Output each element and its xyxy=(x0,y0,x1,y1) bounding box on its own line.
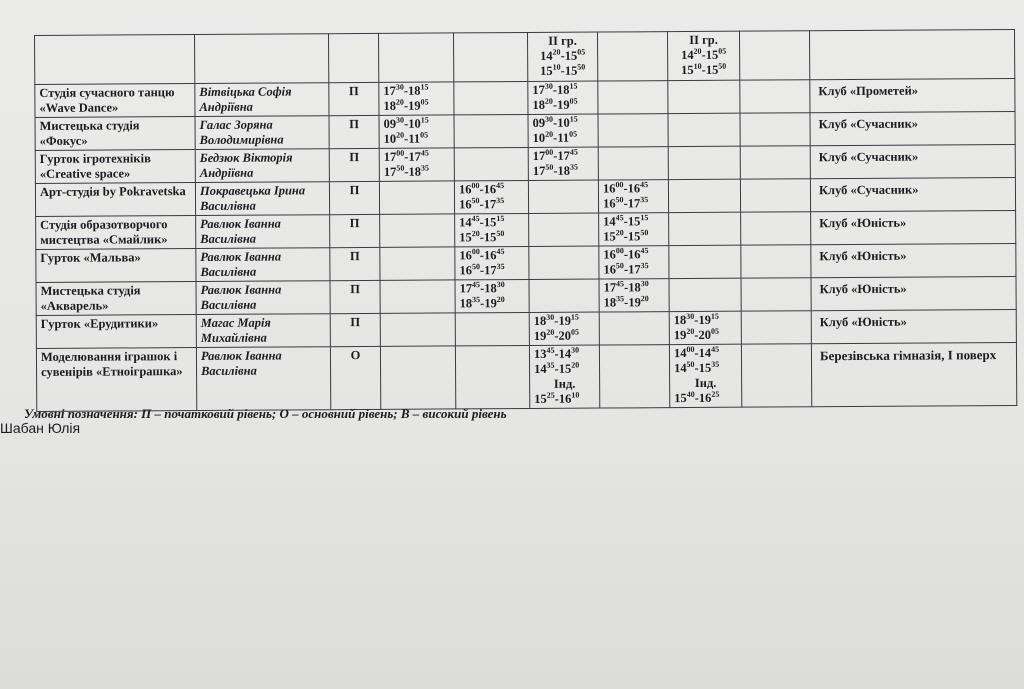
time-slot: $18^{35}-19^{20}$ xyxy=(459,294,505,311)
time-cell xyxy=(380,346,455,409)
header-cell xyxy=(597,32,667,81)
time-cell xyxy=(668,113,740,146)
teacher-name: Равлюк Іванна Василівна xyxy=(196,347,330,411)
group-label: II гр. xyxy=(548,33,577,48)
individual-label: Інд. xyxy=(694,375,717,390)
time-cell xyxy=(740,80,810,113)
time-slot: $15^{25}-16^{10}$ xyxy=(534,390,580,406)
time-cell xyxy=(669,311,741,344)
individual-label: Інд. xyxy=(553,376,576,391)
time-cell xyxy=(379,115,454,148)
time-slot: $16^{50}-17^{35}$ xyxy=(459,261,505,278)
time-cell xyxy=(528,147,598,180)
time-cell xyxy=(668,146,740,179)
time-slot: $17^{45}-18^{30}$ xyxy=(459,279,505,296)
club-name: Гурток ігротехніків «Creative space» xyxy=(35,150,195,184)
time-cell xyxy=(454,147,528,180)
header-cell xyxy=(667,31,739,80)
time-slot: $17^{45}-18^{30}$ xyxy=(603,279,649,295)
time-cell xyxy=(529,213,599,246)
time-cell xyxy=(740,146,810,179)
location-cell: Клуб «Сучасник» xyxy=(810,145,1015,179)
group-label: II гр. xyxy=(689,32,718,47)
club-name: Моделювання іграшок і сувенірів «Етноіграшка» xyxy=(36,348,196,412)
time-cell xyxy=(380,214,455,247)
club-name: Гурток «Мальва» xyxy=(36,249,196,283)
time-cell xyxy=(669,212,741,245)
time-slot: $19^{20}-20^{05}$ xyxy=(533,327,580,343)
level-cell: П xyxy=(329,181,379,214)
time-cell xyxy=(741,344,811,407)
group-time: $14^{20}-15^{05}$ xyxy=(540,47,586,63)
time-cell xyxy=(740,179,810,212)
time-slot: $15^{40}-16^{25}$ xyxy=(674,389,720,406)
level-cell: П xyxy=(330,313,380,346)
time-cell xyxy=(598,147,668,180)
teacher-name: Равлюк Іванна Василівна xyxy=(196,281,330,315)
group-time: $14^{20}-15^{05}$ xyxy=(680,46,727,63)
header-cell xyxy=(328,33,378,82)
group-time: $15^{10}-15^{50}$ xyxy=(681,61,727,78)
time-cell xyxy=(669,245,741,278)
time-slot: $17^{50}-18^{35}$ xyxy=(532,162,579,178)
header-cell xyxy=(195,34,329,84)
time-slot: $17^{00}-17^{45}$ xyxy=(383,148,429,164)
time-cell xyxy=(668,80,740,113)
club-name: Мистецька студія «Фокус» xyxy=(35,117,195,151)
time-slot: $14^{50}-15^{35}$ xyxy=(674,359,720,376)
time-slot: $17^{50}-18^{35}$ xyxy=(383,163,430,179)
schedule-table xyxy=(34,29,1017,412)
time-cell xyxy=(599,213,669,246)
level-cell: П xyxy=(330,214,380,247)
time-cell xyxy=(528,81,598,114)
location-cell: Клуб «Сучасник» xyxy=(810,178,1015,212)
time-slot: $18^{20}-19^{05}$ xyxy=(383,97,429,113)
time-cell xyxy=(529,312,599,345)
header-cell xyxy=(527,32,597,81)
time-cell xyxy=(741,245,811,278)
time-slot: $17^{00}-17^{45}$ xyxy=(532,147,578,163)
time-cell xyxy=(528,180,598,213)
time-cell xyxy=(455,345,529,408)
time-slot: $09^{30}-10^{15}$ xyxy=(532,114,578,130)
location-cell: Клуб «Сучасник» xyxy=(810,112,1015,146)
time-cell xyxy=(740,113,810,146)
time-slot: $19^{20}-20^{05}$ xyxy=(673,326,720,343)
location-cell: Клуб «Юність» xyxy=(811,277,1016,311)
time-cell xyxy=(455,213,529,246)
time-cell xyxy=(528,114,598,147)
time-cell xyxy=(455,279,529,312)
time-cell xyxy=(598,81,668,114)
time-slot: $18^{35}-19^{20}$ xyxy=(603,294,649,310)
level-cell: П xyxy=(329,115,379,148)
time-slot: $16^{50}-17^{35}$ xyxy=(602,195,649,211)
level-cell: П xyxy=(329,148,379,181)
time-cell xyxy=(380,313,455,346)
location-cell: Клуб «Юність» xyxy=(811,211,1016,245)
time-slot: $16^{00}-16^{45}$ xyxy=(459,246,505,263)
time-slot: $16^{50}-17^{35}$ xyxy=(459,195,505,212)
time-cell xyxy=(599,312,669,345)
time-cell xyxy=(454,180,528,213)
time-slot: $18^{30}-19^{15}$ xyxy=(533,312,579,328)
time-cell xyxy=(380,247,455,280)
level-cell: О xyxy=(330,346,380,409)
header-cell xyxy=(809,30,1014,80)
teacher-name: Покравецька Ірина Василівна xyxy=(195,182,329,216)
teacher-name: Магас Марія Михайлівна xyxy=(196,314,330,348)
header-cell xyxy=(739,31,809,80)
time-slot: $14^{45}-15^{15}$ xyxy=(459,213,505,230)
time-slot: $16^{00}-16^{45}$ xyxy=(603,246,649,262)
time-slot: $10^{20}-11^{05}$ xyxy=(383,130,429,146)
time-cell xyxy=(454,81,528,114)
time-cell xyxy=(379,82,454,115)
time-cell xyxy=(455,246,529,279)
time-cell xyxy=(529,246,599,279)
time-cell xyxy=(379,181,454,214)
time-slot: $18^{20}-19^{05}$ xyxy=(532,96,578,112)
time-slot: $15^{20}-15^{50}$ xyxy=(459,228,505,245)
level-cell: П xyxy=(330,280,380,313)
club-name: Гурток «Ерудитики» xyxy=(36,315,196,349)
time-cell xyxy=(380,280,455,313)
club-name: Арт-студія by Pokravetska xyxy=(35,183,195,217)
club-name: Мистецька студія «Акварель» xyxy=(36,282,196,316)
time-cell xyxy=(741,311,811,344)
header-cell xyxy=(35,35,195,85)
teacher-name: Галас Зоряна Володимирівна xyxy=(195,116,329,150)
header-cell xyxy=(378,33,453,82)
time-slot: $09^{30}-10^{15}$ xyxy=(383,115,429,131)
club-name: Студія сучасного танцю «Wave Dance» xyxy=(35,84,195,118)
time-slot: $18^{30}-19^{15}$ xyxy=(673,311,719,328)
time-slot: $14^{45}-15^{15}$ xyxy=(603,213,649,229)
time-cell xyxy=(599,279,669,312)
time-cell xyxy=(529,279,599,312)
location-cell: Клуб «Юність» xyxy=(811,244,1016,278)
group-time: $15^{10}-15^{50}$ xyxy=(540,62,586,78)
level-cell: П xyxy=(329,82,379,115)
location-cell: Клуб «Прометей» xyxy=(810,79,1015,113)
location-cell: Березівська гімназія, І поверх xyxy=(811,343,1016,407)
time-slot: $13^{45}-14^{30}$ xyxy=(533,345,580,361)
time-slot: $16^{00}-16^{45}$ xyxy=(458,180,505,197)
time-slot: $17^{30}-18^{15}$ xyxy=(532,81,578,97)
time-cell xyxy=(598,180,668,213)
time-cell xyxy=(669,344,741,407)
time-slot: $14^{00}-14^{45}$ xyxy=(673,344,720,361)
teacher-name: Равлюк Іванна Василівна xyxy=(196,248,330,282)
legend: Умовні позначення: П – початковий рівень; О – основний рівень; В – високий рівень xyxy=(24,406,507,421)
time-cell xyxy=(455,312,529,345)
header-cell xyxy=(453,32,527,81)
time-cell xyxy=(598,114,668,147)
time-slot: $10^{20}-11^{05}$ xyxy=(532,129,578,145)
time-cell xyxy=(741,212,811,245)
time-slot: $16^{00}-16^{45}$ xyxy=(602,180,649,196)
header-row xyxy=(35,30,1015,85)
time-slot: $15^{20}-15^{50}$ xyxy=(603,228,649,244)
time-cell xyxy=(529,345,599,408)
club-name: Студія образотворчого мистецтва «Смайлик» xyxy=(36,216,196,250)
author-name: Шабан Юлія xyxy=(0,420,81,436)
table-row xyxy=(36,343,1016,412)
time-slot: $17^{30}-18^{15}$ xyxy=(383,82,429,98)
teacher-name: Равлюк Іванна Василівна xyxy=(196,215,330,249)
location-cell: Клуб «Юність» xyxy=(811,310,1016,344)
time-slot: $14^{35}-15^{20}$ xyxy=(534,360,580,376)
time-cell xyxy=(668,179,740,212)
time-cell xyxy=(669,278,741,311)
level-cell: П xyxy=(330,247,380,280)
time-slot: $16^{50}-17^{35}$ xyxy=(603,261,649,277)
time-cell xyxy=(599,345,669,408)
teacher-name: Вітвіцька Софія Андріївна xyxy=(195,83,329,117)
time-cell xyxy=(599,246,669,279)
time-cell xyxy=(454,114,528,147)
teacher-name: Бедзюк Вікторія Андріївна xyxy=(195,149,329,183)
time-cell xyxy=(379,148,454,181)
time-cell xyxy=(741,278,811,311)
